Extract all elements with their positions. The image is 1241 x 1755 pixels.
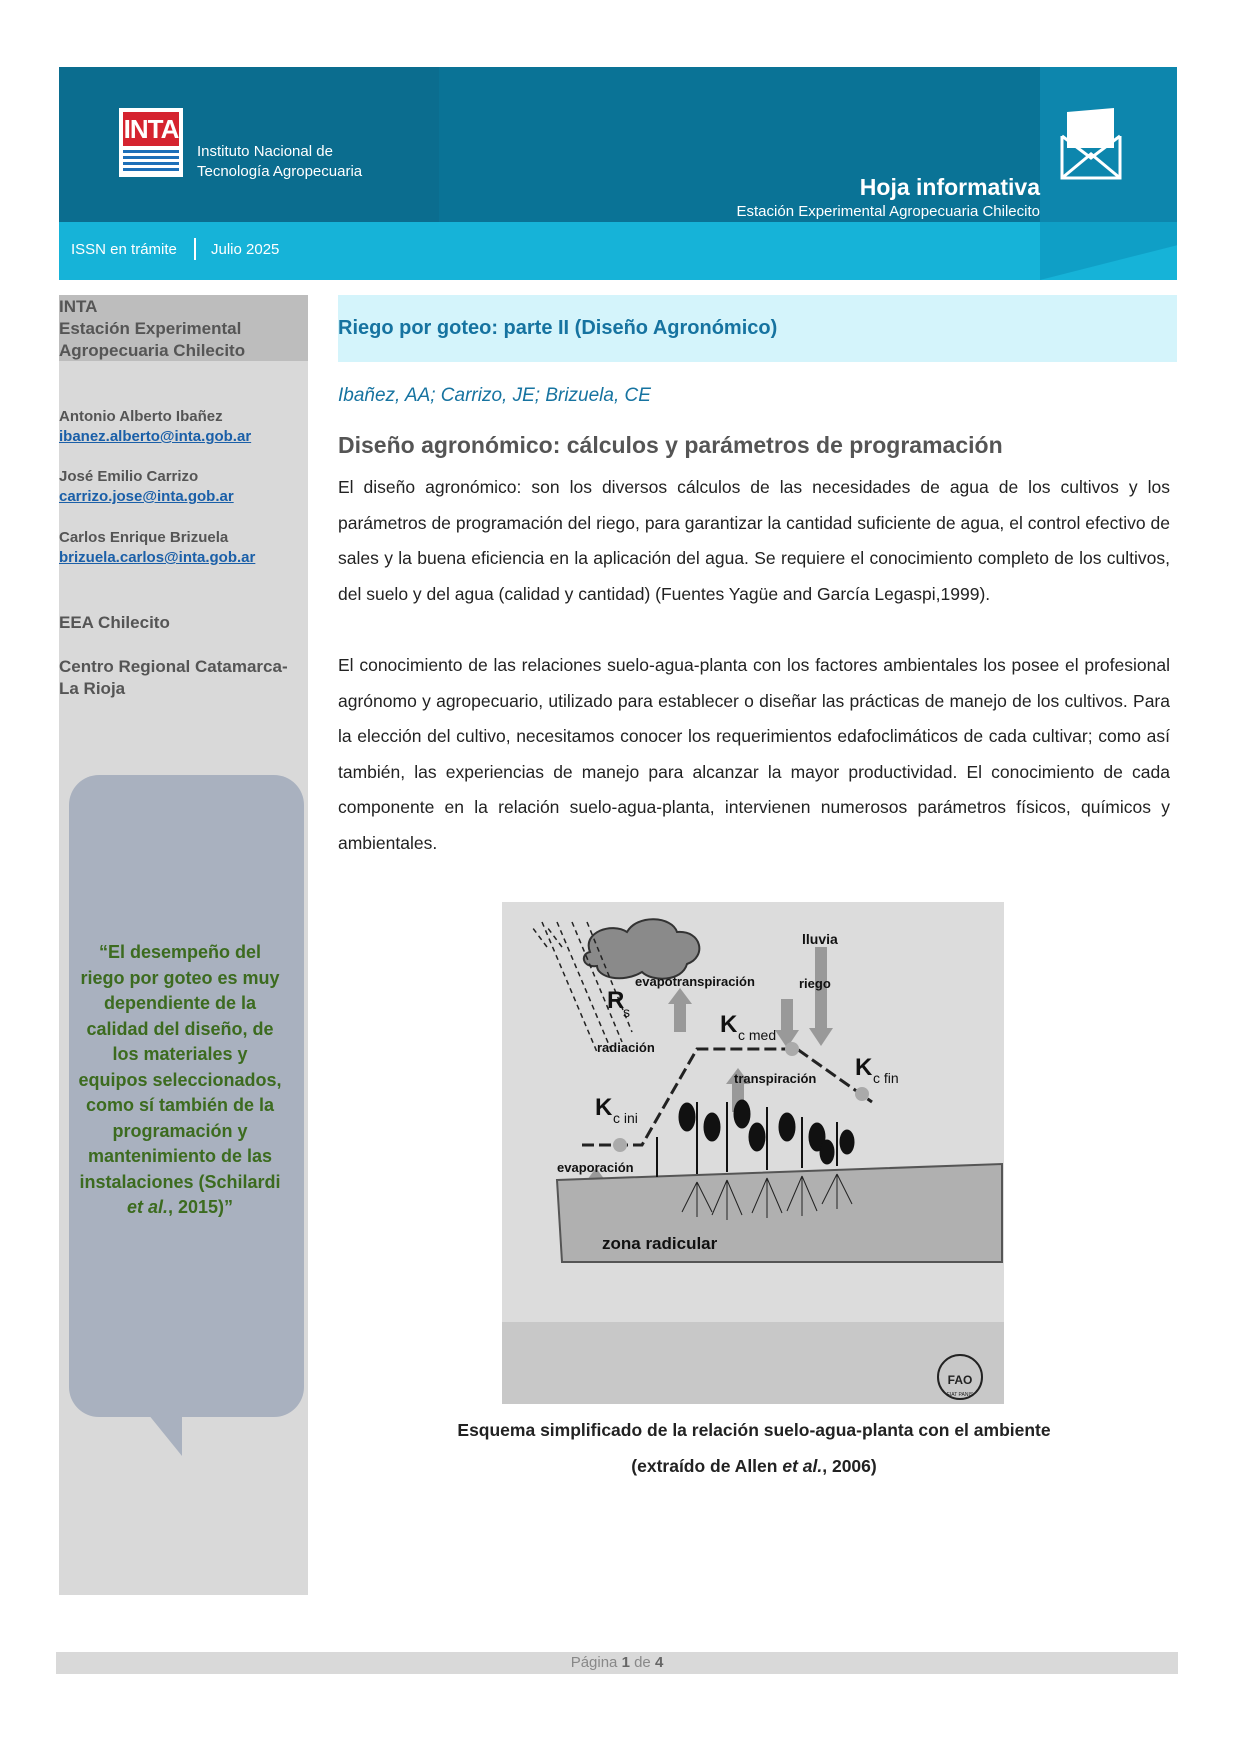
sidebar-org-line-2: Estación Experimental bbox=[59, 319, 242, 338]
label-rs: R bbox=[607, 987, 625, 1014]
author-name: Antonio Alberto Ibañez bbox=[59, 408, 223, 425]
label-evaporacion: evaporación bbox=[557, 1160, 634, 1175]
kc-med-point bbox=[785, 1042, 799, 1056]
caption-part-b: , 2006) bbox=[822, 1456, 877, 1476]
fao-text: FAO bbox=[947, 1373, 973, 1387]
kc-fin-point bbox=[855, 1087, 869, 1101]
label-kc-med: K bbox=[720, 1011, 738, 1038]
newsletter-title: Hoja informativa bbox=[859, 174, 1040, 200]
label-radiacion: radiación bbox=[597, 1040, 655, 1055]
author-email-link[interactable]: carrizo.jose@inta.gob.ar bbox=[59, 488, 234, 505]
author-name: José Emilio Carrizo bbox=[59, 468, 199, 485]
footer-page-total: 4 bbox=[654, 1654, 664, 1671]
soil-water-plant-diagram bbox=[502, 902, 1004, 1404]
sidebar-org-line-3: Agropecuaria Chilecito bbox=[59, 341, 246, 360]
paragraph-1: El diseño agronómico: son los diversos cálculos de las necesidades de agua de los cultivos y los parámetros de programación del riego, para garantizar la cantidad suficiente de agua, el control efectivo de sales y la buena eficiencia en la aplicación del agua. Se requiere el conocimiento completo de los cultivos, del suelo y del agua (calidad y cantidad) (Fuentes Yagüe and García Legaspi,1999). bbox=[338, 477, 1170, 604]
institution-line-2: Tecnología Agropecuaria bbox=[197, 163, 363, 180]
sidebar-unit: EEA Chilecito bbox=[59, 613, 170, 632]
newsletter-subtitle: Estación Experimental Agropecuaria Chilecito bbox=[736, 203, 1040, 220]
label-evapotranspiracion: evapotranspiración bbox=[635, 974, 755, 989]
textured-ground-band bbox=[502, 1322, 1004, 1404]
author-name: Carlos Enrique Brizuela bbox=[59, 529, 229, 546]
caption-part-a: (extraído de Allen bbox=[631, 1456, 783, 1476]
label-rs-sub: s bbox=[623, 1004, 630, 1020]
pull-quote bbox=[78, 940, 282, 1221]
sidebar-center-line-1: Centro Regional Catamarca- bbox=[59, 657, 288, 676]
caption-etal: et al. bbox=[782, 1456, 823, 1476]
issue-date: Julio 2025 bbox=[211, 241, 280, 258]
label-kc-fin: K bbox=[855, 1054, 873, 1081]
footer-page-number: 1 bbox=[621, 1654, 630, 1671]
sidebar-center-line-2: La Rioja bbox=[59, 679, 126, 698]
paragraph-2: El conocimiento de las relaciones suelo-agua-planta con los factores ambientales los posee el profesional agrónomo y agropecuario, utilizado para establecer o diseñar las prácticas de manejo de los cultivos. Para la elección del cultivo, necesitamos conocer los requerimientos edafoclimáticos de cada cultivar; como así también, las experiencias de manejo para alcanzar la mayor productividad. El conocimiento de cada componente en la relación suelo-agua-planta, intervienen numerosos parámetros físicos, químicos y ambientales. bbox=[338, 655, 1170, 853]
inta-logo bbox=[119, 108, 183, 177]
label-kc-ini-sub: c ini bbox=[613, 1110, 638, 1126]
figure-caption-line-1: Esquema simplificado de la relación suelo-agua-planta con el ambiente bbox=[457, 1420, 1051, 1440]
figure-caption-line-2 bbox=[338, 1456, 1170, 1477]
article-authors: Ibañez, AA; Carrizo, JE; Brizuela, CE bbox=[338, 385, 651, 406]
institution-name bbox=[197, 142, 417, 182]
label-riego: riego bbox=[799, 976, 831, 991]
institution-line-1: Instituto Nacional de bbox=[197, 143, 333, 160]
article-title: Riego por goteo: parte II (Diseño Agronómico) bbox=[338, 317, 778, 339]
label-zona-radicular: zona radicular bbox=[602, 1234, 718, 1253]
label-kc-fin-sub: c fin bbox=[873, 1070, 899, 1086]
quote-text: “El desempeño del riego por goteo es muy dependiente de la calidad del diseño, de los materiales y equipos seleccionados, como sí también de la programación y mantenimiento de las instalaciones (Schilardi bbox=[78, 942, 282, 1192]
label-kc-med-sub: c med bbox=[738, 1027, 777, 1043]
author-email-link[interactable]: ibanez.alberto@inta.gob.ar bbox=[59, 428, 252, 445]
label-kc-ini: K bbox=[595, 1094, 613, 1121]
diagram-svg bbox=[502, 902, 1004, 1404]
logo-stripes bbox=[123, 150, 179, 172]
logo-text: INTA bbox=[123, 114, 179, 144]
issn-label: ISSN en trámite bbox=[71, 241, 177, 258]
page-footer bbox=[56, 1652, 1178, 1674]
quote-citation-end: , 2015)” bbox=[167, 1197, 234, 1217]
fao-motto: FIAT PANIS bbox=[946, 1392, 974, 1398]
footer-of-word: de bbox=[634, 1654, 651, 1671]
author-email-link[interactable]: brizuela.carlos@inta.gob.ar bbox=[59, 549, 256, 566]
footer-page-word: Página bbox=[570, 1654, 618, 1671]
sidebar-org-line-1: INTA bbox=[59, 297, 98, 316]
envelope-icon bbox=[1058, 108, 1124, 180]
label-transpiracion: transpiración bbox=[734, 1071, 817, 1086]
kc-ini-point bbox=[613, 1138, 627, 1152]
section-title: Diseño agronómico: cálculos y parámetros de programación bbox=[338, 432, 1003, 458]
quote-etal: et al. bbox=[126, 1197, 168, 1217]
issn-separator bbox=[194, 238, 196, 260]
label-lluvia: lluvia bbox=[802, 931, 838, 947]
